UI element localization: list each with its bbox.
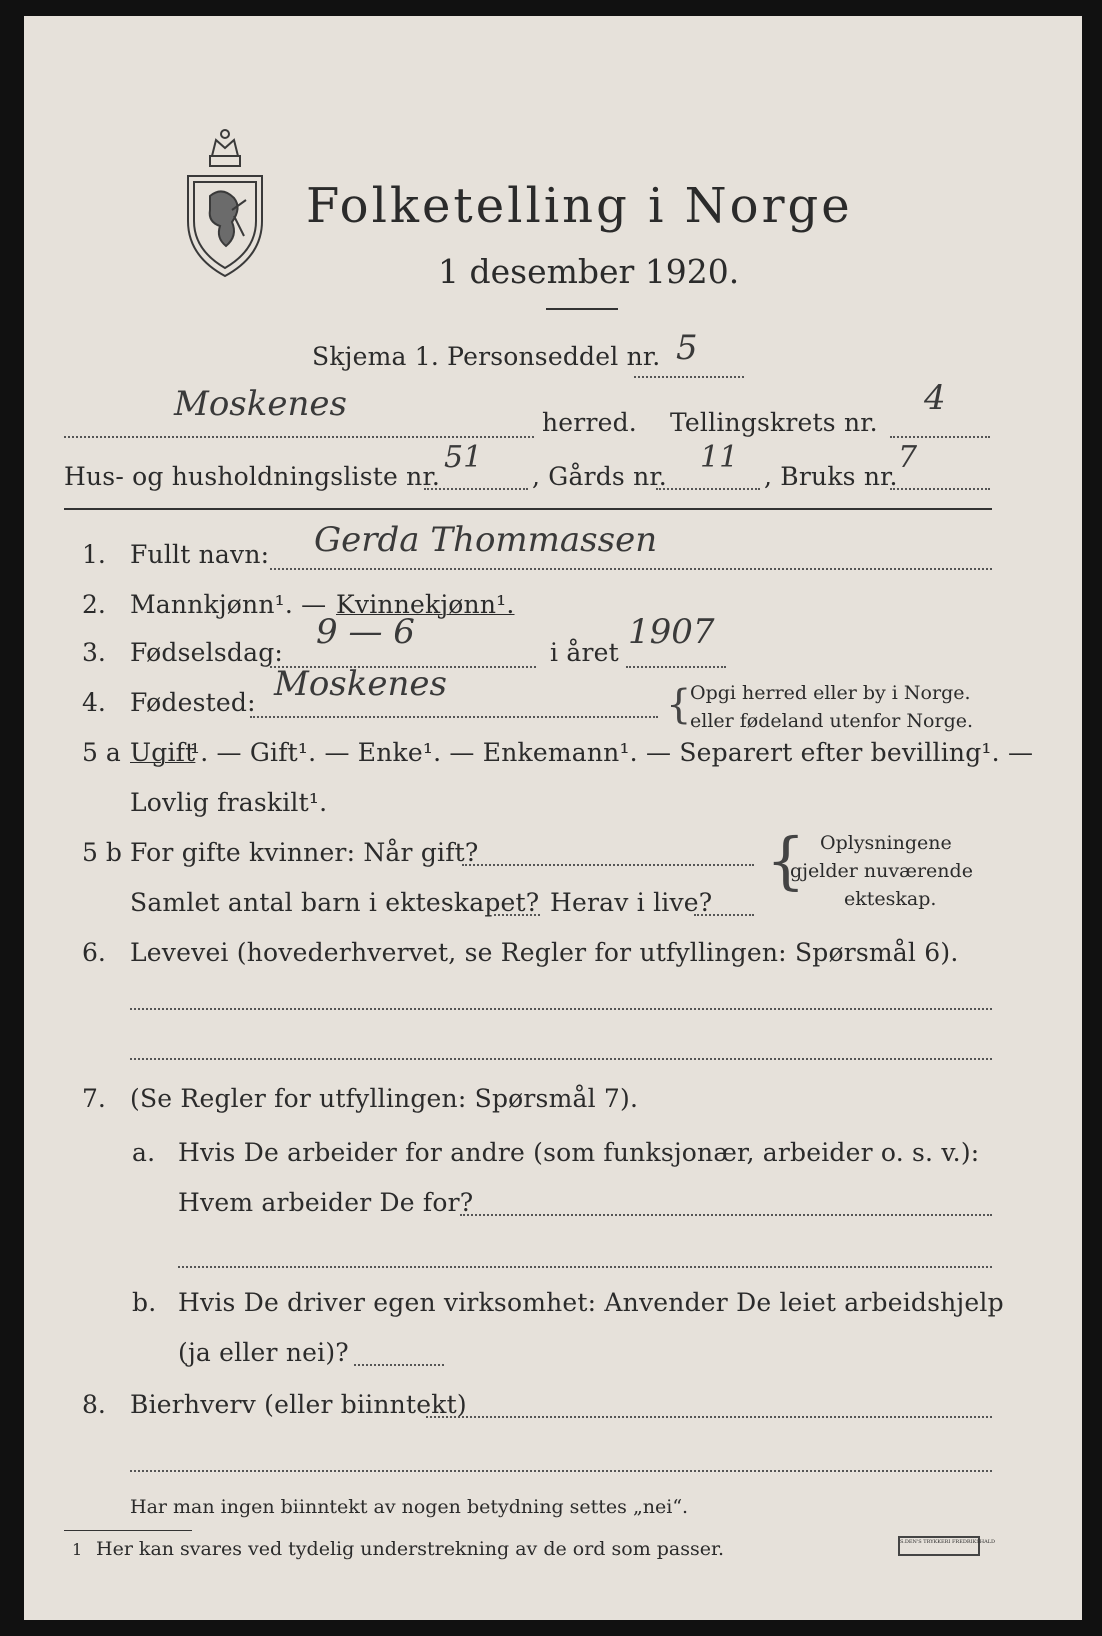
bruks-label: , Bruks nr.	[764, 462, 898, 491]
bruks-value[interactable]: 7	[898, 440, 918, 475]
q1-number: 1.	[82, 540, 106, 569]
q7a-employer-label: Hvem arbeider De for?	[178, 1188, 474, 1217]
q5a-other-options[interactable]: ¹. — Gift¹. — Enke¹. — Enkemann¹. — Separert efter bevilling¹. —	[190, 738, 1034, 767]
gards-value[interactable]: 11	[700, 440, 739, 475]
q5b-children-dots	[494, 914, 540, 916]
birthplace-value[interactable]: Moskenes	[274, 664, 447, 704]
full-name-value[interactable]: Gerda Thommassen	[314, 520, 658, 560]
q2-number: 2.	[82, 590, 106, 619]
tellingskrets-dots	[890, 436, 990, 438]
q8-number: 8.	[82, 1390, 106, 1419]
hus-label: Hus- og husholdningsliste nr.	[64, 462, 441, 491]
q4-note-line1: Opgi herred eller by i Norge.	[690, 682, 971, 704]
q5a-divorced-option[interactable]: Lovlig fraskilt¹.	[130, 788, 328, 817]
bruks-dots	[890, 488, 990, 490]
q4-dots	[250, 716, 658, 718]
q8-label: Bierhverv (eller biinntekt)	[130, 1390, 467, 1419]
title-divider	[546, 308, 618, 310]
q5b-alive-dots	[694, 914, 754, 916]
schema-dots	[634, 376, 744, 378]
header-rule	[64, 508, 992, 510]
q3-number: 3.	[82, 638, 106, 667]
q7a-label: Hvis De arbeider for andre (som funksjonær, arbeider o. s. v.):	[178, 1138, 980, 1167]
gards-dots	[656, 488, 760, 490]
q3-label: Fødselsdag:	[130, 638, 284, 667]
q6-answer-line2[interactable]	[130, 1058, 992, 1060]
footnote-mark: 1	[72, 1540, 83, 1559]
q7a-employer-dots[interactable]	[460, 1214, 992, 1216]
herred-value[interactable]: Moskenes	[174, 384, 347, 424]
q3-year-dots	[626, 666, 726, 668]
q5b-note-line1: Oplysningene	[820, 832, 952, 854]
personseddel-number[interactable]: 5	[676, 328, 698, 368]
birth-year-value[interactable]: 1907	[628, 612, 715, 652]
q7-number: 7.	[82, 1084, 106, 1113]
q7b-label: Hvis De driver egen virksomhet: Anvender De leiet arbeidshjelp	[178, 1288, 1004, 1317]
q7b-letter: b.	[132, 1288, 157, 1317]
q5b-note-line3: ekteskap.	[844, 888, 937, 910]
q4-note-line2: eller fødeland utenfor Norge.	[690, 710, 974, 732]
q5b-brace: {	[766, 824, 806, 897]
printer-stamp: S.DEN'S TRYKKERI FREDRIKSHALD	[898, 1536, 980, 1556]
herred-dots	[64, 436, 534, 438]
footnote-rule	[64, 1530, 192, 1531]
q6-answer-line1[interactable]	[130, 1008, 992, 1010]
q5b-note-line2: gjelder nuværende	[790, 860, 973, 882]
herred-label: herred.	[542, 408, 637, 437]
tellingskrets-value[interactable]: 4	[924, 378, 946, 418]
q7a-letter: a.	[132, 1138, 156, 1167]
q8-dots[interactable]	[426, 1416, 992, 1418]
q8-answer-line2[interactable]	[130, 1470, 992, 1472]
q5b-alive-label: Herav i live?	[550, 888, 713, 917]
q4-number: 4.	[82, 688, 106, 717]
hus-dots	[424, 488, 528, 490]
q4-label: Fødested:	[130, 688, 256, 717]
q5b-number: 5 b	[82, 838, 122, 867]
q6-label: Levevei (hovederhvervet, se Regler for utfyllingen: Spørsmål 6).	[130, 938, 959, 967]
q8-note: Har man ingen biinntekt av nogen betydning settes „nei“.	[130, 1496, 689, 1518]
q2-male-option[interactable]: Mannkjønn¹. —	[130, 590, 327, 619]
q5a-number: 5 a	[82, 738, 121, 767]
birth-date-value[interactable]: 9 — 6	[316, 612, 415, 652]
q1-label: Fullt navn:	[130, 540, 270, 569]
q5b-married-label: For gifte kvinner: Når gift?	[130, 838, 479, 867]
q5a-ugift-option[interactable]: Ugift	[130, 738, 196, 767]
q1-dots	[270, 568, 992, 570]
q3-year-label: i året	[550, 638, 619, 667]
q5b-children-label: Samlet antal barn i ekteskapet?	[130, 888, 540, 917]
gards-label: , Gårds nr.	[532, 462, 667, 491]
q5b-married-dots	[462, 864, 754, 866]
q2-female-option[interactable]: Kvinnekjønn¹.	[336, 590, 515, 619]
q7-label: (Se Regler for utfyllingen: Spørsmål 7).	[130, 1084, 639, 1113]
norway-coat-of-arms-icon	[182, 126, 268, 281]
q7a-answer-line2[interactable]	[178, 1266, 992, 1268]
form-title: Folketelling i Norge	[306, 178, 853, 234]
census-date: 1 desember 1920.	[438, 252, 740, 291]
census-form-sheet	[24, 16, 1082, 1620]
tellingskrets-label: Tellingskrets nr.	[670, 408, 878, 437]
q7b-help-label: (ja eller nei)?	[178, 1338, 349, 1367]
schema-label: Skjema 1. Personseddel nr.	[312, 342, 661, 371]
footnote-text: Her kan svares ved tydelig understrekning av de ord som passer.	[96, 1538, 725, 1560]
q6-number: 6.	[82, 938, 106, 967]
q4-brace: {	[666, 682, 692, 728]
hus-value[interactable]: 51	[444, 440, 483, 475]
q7b-help-dots[interactable]	[354, 1364, 444, 1366]
